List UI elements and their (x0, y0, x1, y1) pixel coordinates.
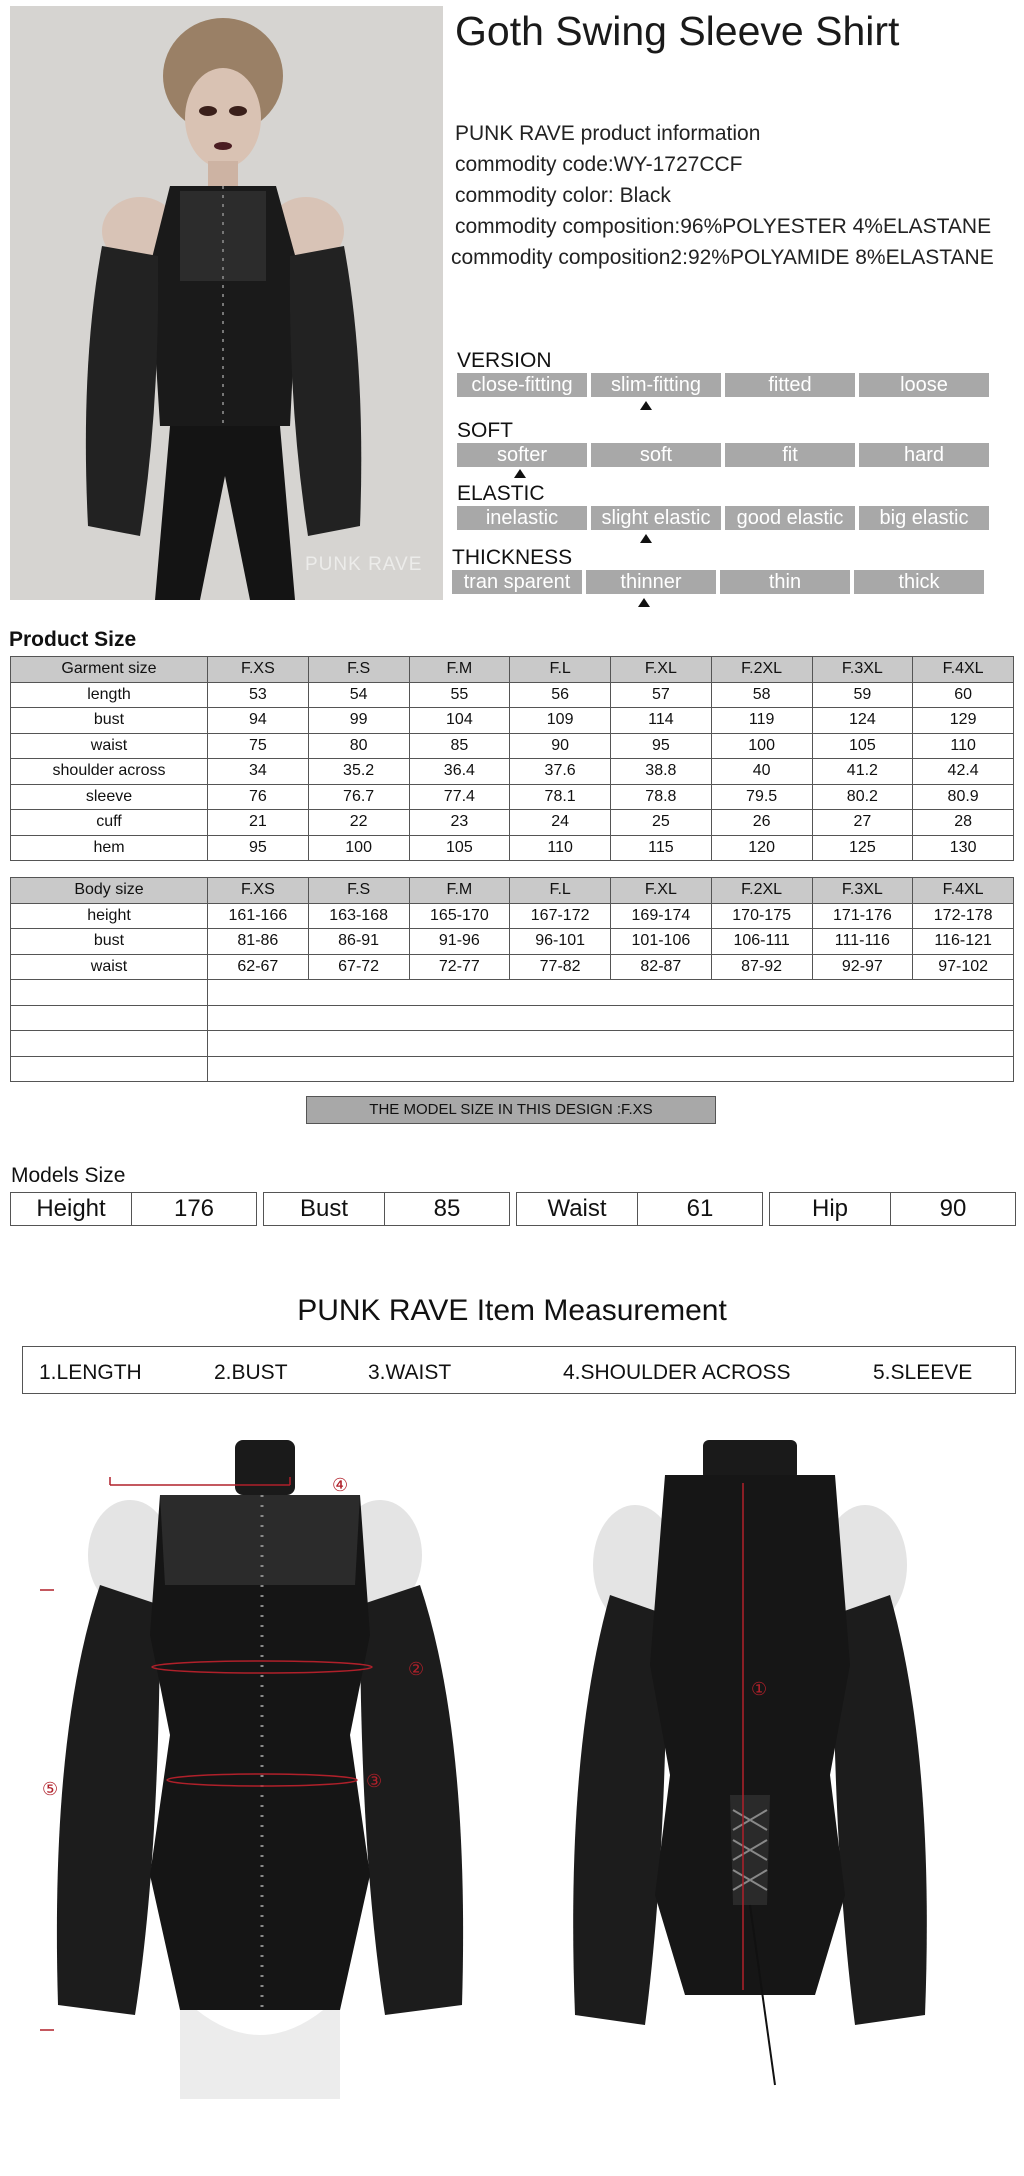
table-cell: 35.2 (308, 759, 409, 785)
table-cell: 94 (208, 708, 309, 734)
marker-2: ② (408, 1659, 425, 1680)
selected-marker (638, 598, 650, 607)
composition-label: commodity composition: (455, 215, 681, 238)
table-cell: 170-175 (711, 903, 812, 929)
scale-elastic (457, 482, 989, 530)
composition-row (455, 211, 994, 242)
legend-bust: 2.BUST (214, 1361, 288, 1384)
table-cell: 41.2 (812, 759, 913, 785)
table-row (11, 835, 1014, 861)
scale-option: slim-fitting (591, 373, 721, 397)
scale-soft-label: SOFT (457, 419, 513, 442)
body-size-table-wrap (10, 877, 1014, 1082)
empty-row (11, 980, 1014, 1006)
table-cell: 104 (409, 708, 510, 734)
table-header-row (11, 878, 1014, 904)
table-cell: 86-91 (308, 929, 409, 955)
table-cell (11, 1005, 208, 1031)
table-cell: 53 (208, 682, 309, 708)
table-cell: 81-86 (208, 929, 309, 955)
scale-option: slight elastic (591, 506, 721, 530)
code-label: commodity code: (455, 153, 614, 176)
scale-soft (457, 419, 989, 467)
scale-thickness-bar (452, 570, 984, 594)
table-cell: 75 (208, 733, 309, 759)
table-cell: 90 (510, 733, 611, 759)
table-cell: 21 (208, 810, 309, 836)
table-cell: 62-67 (208, 954, 309, 980)
table-header-cell: F.XS (208, 657, 309, 683)
empty-row (11, 1056, 1014, 1082)
table-cell: 109 (510, 708, 611, 734)
product-size-table-wrap (10, 656, 1014, 861)
composition-value: 96%POLYESTER 4%ELASTANE (680, 215, 992, 238)
product-size-title: Product Size (9, 628, 137, 651)
table-header-cell: Body size (11, 878, 208, 904)
scale-option: inelastic (457, 506, 587, 530)
scale-option: thinner (586, 570, 716, 594)
table-cell: 101-106 (611, 929, 712, 955)
table-cell: 80.9 (913, 784, 1014, 810)
table-header-cell: F.XL (611, 657, 712, 683)
scale-thickness-label: THICKNESS (452, 546, 573, 569)
marker-5: ⑤ (42, 1779, 59, 1800)
table-row (11, 954, 1014, 980)
table-cell: 172-178 (913, 903, 1014, 929)
garment-front-photo (40, 1435, 480, 2099)
table-cell: 79.5 (711, 784, 812, 810)
table-row (11, 810, 1014, 836)
measurement-legend (22, 1346, 1016, 1394)
table-cell: 78.1 (510, 784, 611, 810)
models-size-value: 90 (939, 1195, 967, 1222)
garment-back-photo (555, 1435, 945, 2099)
table-row (11, 903, 1014, 929)
table-cell: 77-82 (510, 954, 611, 980)
model-photo-illustration (10, 6, 443, 600)
table-cell: 78.8 (611, 784, 712, 810)
table-cell: 34 (208, 759, 309, 785)
composition2-value: 92%POLYAMIDE 8%ELASTANE (687, 246, 994, 269)
table-cell: hem (11, 835, 208, 861)
table-row (11, 708, 1014, 734)
table-cell (208, 1005, 1014, 1031)
product-title: Goth Swing Sleeve Shirt (455, 8, 900, 54)
models-size-hip (769, 1192, 1016, 1226)
scale-version (457, 349, 989, 397)
product-size-table (10, 656, 1014, 861)
table-cell: 27 (812, 810, 913, 836)
table-cell: 163-168 (308, 903, 409, 929)
table-cell: 116-121 (913, 929, 1014, 955)
table-cell: bust (11, 708, 208, 734)
table-header-cell: F.L (510, 878, 611, 904)
table-cell: 120 (711, 835, 812, 861)
table-header-cell: F.XL (611, 878, 712, 904)
table-header-cell: F.4XL (913, 657, 1014, 683)
table-cell: 76 (208, 784, 309, 810)
composition2-label: commodity composition2: (451, 246, 688, 269)
selected-marker (640, 401, 652, 410)
table-cell (208, 980, 1014, 1006)
table-row (11, 733, 1014, 759)
scale-option: fitted (725, 373, 855, 397)
table-cell: 72-77 (409, 954, 510, 980)
models-size-value: 61 (686, 1195, 714, 1222)
table-header-cell: Garment size (11, 657, 208, 683)
table-header-cell: F.2XL (711, 657, 812, 683)
scale-option: thin (720, 570, 850, 594)
table-cell: 55 (409, 682, 510, 708)
table-header-row (11, 657, 1014, 683)
watermark: PUNK RAVE (305, 554, 423, 575)
table-cell (208, 1056, 1014, 1082)
scale-option: tran sparent (452, 570, 582, 594)
scale-option: soft (591, 443, 721, 467)
models-size-waist (516, 1192, 763, 1226)
table-cell: 80 (308, 733, 409, 759)
table-cell: 57 (611, 682, 712, 708)
models-size-height (10, 1192, 257, 1226)
garment-front-illustration (40, 1435, 480, 2099)
color-value: Black (619, 184, 671, 207)
table-cell (11, 980, 208, 1006)
selected-marker (640, 534, 652, 543)
table-cell: bust (11, 929, 208, 955)
table-cell: 92-97 (812, 954, 913, 980)
table-header-cell: F.L (510, 657, 611, 683)
table-cell (11, 1031, 208, 1057)
scale-thickness (452, 546, 984, 594)
table-cell: 91-96 (409, 929, 510, 955)
scale-option: softer (457, 443, 587, 467)
scale-option: hard (859, 443, 989, 467)
table-cell: 125 (812, 835, 913, 861)
table-header-cell: F.2XL (711, 878, 812, 904)
table-cell: 100 (711, 733, 812, 759)
legend-waist: 3.WAIST (368, 1361, 452, 1384)
table-cell: height (11, 903, 208, 929)
selected-marker (514, 469, 526, 478)
table-cell: 76.7 (308, 784, 409, 810)
table-cell: 22 (308, 810, 409, 836)
table-cell: 38.8 (611, 759, 712, 785)
composition2-row (451, 242, 994, 273)
scale-option: thick (854, 570, 984, 594)
table-header-cell: F.XS (208, 878, 309, 904)
models-size-key: Height (11, 1193, 132, 1225)
scale-elastic-bar (457, 506, 989, 530)
table-cell: sleeve (11, 784, 208, 810)
scale-version-bar (457, 373, 989, 397)
table-cell: 67-72 (308, 954, 409, 980)
table-cell: 129 (913, 708, 1014, 734)
model-photo (10, 6, 443, 600)
table-cell: 167-172 (510, 903, 611, 929)
scale-elastic-label: ELASTIC (457, 482, 545, 505)
table-cell: shoulder across (11, 759, 208, 785)
table-row (11, 784, 1014, 810)
table-cell: 99 (308, 708, 409, 734)
table-cell: 54 (308, 682, 409, 708)
body-size-table (10, 877, 1014, 1082)
table-cell: 96-101 (510, 929, 611, 955)
legend-length: 1.LENGTH (39, 1361, 142, 1384)
table-cell: 28 (913, 810, 1014, 836)
empty-row (11, 1031, 1014, 1057)
models-size-title: Models Size (11, 1164, 126, 1187)
marker-4: ④ (332, 1475, 349, 1496)
table-cell: length (11, 682, 208, 708)
code-value: WY-1727CCF (613, 153, 743, 176)
table-cell: 105 (812, 733, 913, 759)
table-cell: 37.6 (510, 759, 611, 785)
table-cell: 58 (711, 682, 812, 708)
table-row (11, 929, 1014, 955)
table-cell: 24 (510, 810, 611, 836)
marker-1: ① (751, 1679, 768, 1700)
scale-version-label: VERSION (457, 349, 552, 372)
table-header-cell: F.M (409, 657, 510, 683)
table-cell: 42.4 (913, 759, 1014, 785)
table-cell: 56 (510, 682, 611, 708)
table-cell: 130 (913, 835, 1014, 861)
code-row (455, 149, 994, 180)
table-cell: 77.4 (409, 784, 510, 810)
table-cell: 95 (208, 835, 309, 861)
models-size-key: Waist (517, 1193, 638, 1225)
table-header-cell: F.S (308, 878, 409, 904)
garment-back-illustration (555, 1435, 945, 2099)
table-cell: 85 (409, 733, 510, 759)
table-cell: 82-87 (611, 954, 712, 980)
table-header-cell: F.S (308, 657, 409, 683)
table-header-cell: F.M (409, 878, 510, 904)
scale-option: close-fitting (457, 373, 587, 397)
table-cell: 80.2 (812, 784, 913, 810)
table-cell: waist (11, 733, 208, 759)
table-cell: 97-102 (913, 954, 1014, 980)
scale-option: good elastic (725, 506, 855, 530)
models-size-value: 176 (173, 1195, 215, 1222)
models-size-bust (263, 1192, 510, 1226)
table-cell: 169-174 (611, 903, 712, 929)
table-cell: 26 (711, 810, 812, 836)
table-cell: 161-166 (208, 903, 309, 929)
table-cell: 87-92 (711, 954, 812, 980)
table-cell: 105 (409, 835, 510, 861)
models-size-row (10, 1192, 1016, 1226)
table-cell: 59 (812, 682, 913, 708)
scale-option: fit (725, 443, 855, 467)
table-cell: 171-176 (812, 903, 913, 929)
legend-shoulder-across: 4.SHOULDER ACROSS (563, 1361, 791, 1384)
table-cell: 119 (711, 708, 812, 734)
table-header-cell: F.3XL (812, 657, 913, 683)
table-header-cell: F.3XL (812, 878, 913, 904)
info-heading: PUNK RAVE product information (455, 122, 761, 145)
table-cell: 111-116 (812, 929, 913, 955)
table-cell: 95 (611, 733, 712, 759)
table-cell: 115 (611, 835, 712, 861)
marker-3: ③ (366, 1771, 383, 1792)
table-cell: 36.4 (409, 759, 510, 785)
table-cell: 40 (711, 759, 812, 785)
scale-option: loose (859, 373, 989, 397)
product-info (451, 118, 994, 273)
table-cell: 165-170 (409, 903, 510, 929)
table-cell: 110 (510, 835, 611, 861)
table-cell (11, 1056, 208, 1082)
empty-row (11, 1005, 1014, 1031)
table-header-cell: F.4XL (913, 878, 1014, 904)
legend-sleeve: 5.SLEEVE (873, 1361, 973, 1384)
table-cell: 110 (913, 733, 1014, 759)
table-row (11, 682, 1014, 708)
scale-option: big elastic (859, 506, 989, 530)
table-row (11, 759, 1014, 785)
color-label: commodity color: (455, 184, 614, 207)
table-cell: cuff (11, 810, 208, 836)
scale-soft-bar (457, 443, 989, 467)
table-cell: 23 (409, 810, 510, 836)
table-cell: waist (11, 954, 208, 980)
models-size-value: 85 (433, 1195, 461, 1222)
table-cell: 100 (308, 835, 409, 861)
table-cell: 106-111 (711, 929, 812, 955)
table-cell: 25 (611, 810, 712, 836)
color-row (455, 180, 994, 211)
table-cell (208, 1031, 1014, 1057)
table-cell: 114 (611, 708, 712, 734)
model-size-note: THE MODEL SIZE IN THIS DESIGN :F.XS (306, 1096, 716, 1124)
models-size-key: Hip (770, 1193, 891, 1225)
measurement-title: PUNK RAVE Item Measurement (297, 1294, 727, 1327)
table-cell: 60 (913, 682, 1014, 708)
table-cell: 124 (812, 708, 913, 734)
models-size-key: Bust (264, 1193, 385, 1225)
